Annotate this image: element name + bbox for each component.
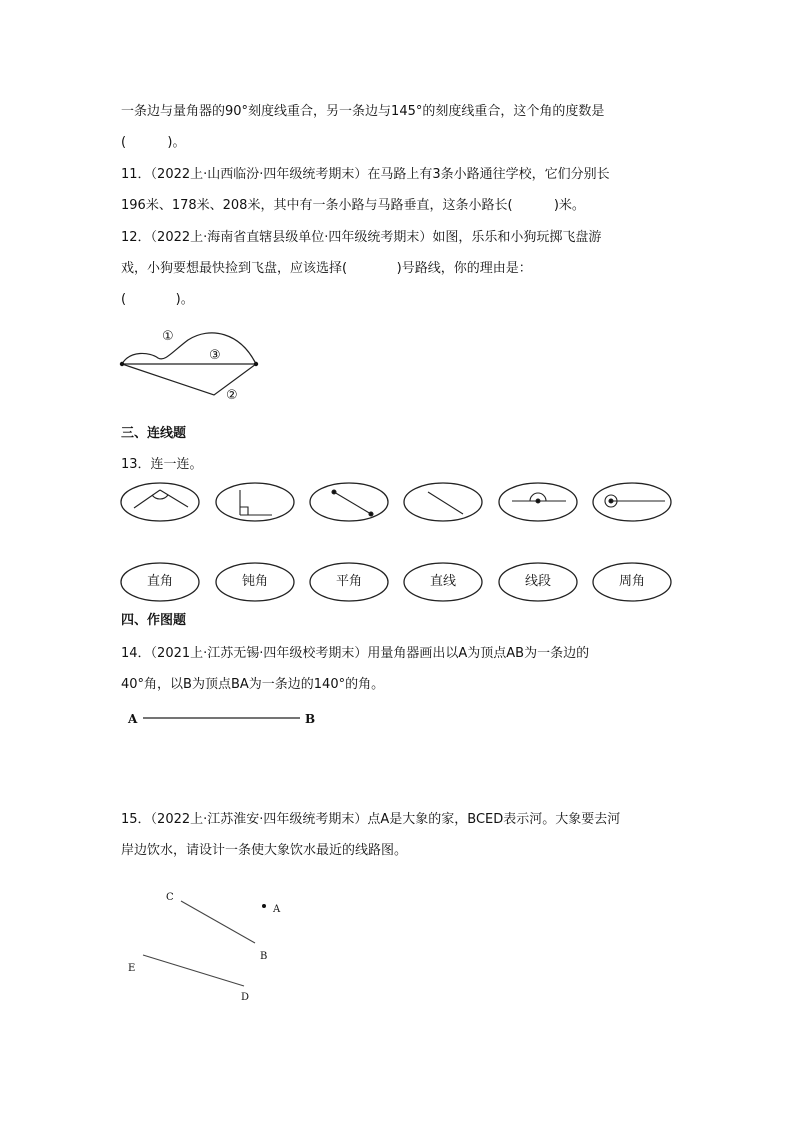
label-line-segment: 线段	[524, 574, 551, 589]
q11-text-line-1: 11．（2022上·山西临汾·四年级统考期末）在马路上有3条小路通往学校，它们分别长	[121, 167, 610, 182]
route-1-label: ①	[162, 329, 174, 344]
q12-text-line-2: 戏，小狗要想最快捡到飞盘，应该选择( )号路线，你的理由是：	[121, 261, 532, 276]
q15-text-line-1: 15．（2022上·江苏淮安·四年级统考期末）点A是大象的家，BCED表示河。大象要去河	[121, 812, 621, 827]
label-full-angle: 周角	[618, 574, 645, 589]
q10-text-line: 一条边与量角器的90°刻度线重合，另一条边与145°的刻度线重合，这个角的度数是	[121, 104, 605, 119]
q14-text-line-2: 40°角，以B为顶点BA为一条边的140°的角。	[121, 677, 385, 692]
q10-answer-blank: ( )。	[121, 135, 186, 150]
label-straight-line: 直线	[429, 574, 456, 589]
label-right-angle: 直角	[146, 574, 173, 589]
q12-answer-blank: ( )。	[121, 292, 194, 307]
point-b-label: B	[305, 712, 316, 726]
q13-text: 13．连一连。	[121, 457, 203, 472]
q12-text-line-1: 12．（2022上·海南省直辖县级单位·四年级统考期末）如图，乐乐和小狗玩掷飞盘游	[121, 230, 602, 245]
q15-text-line-2: 岸边饮水，请设计一条使大象饮水最近的线路图。	[121, 843, 408, 858]
q14-text-line-1: 14．（2021上·江苏无锡·四年级校考期末）用量角器画出以A为顶点AB为一条边的	[121, 646, 590, 661]
route-3-label: ③	[209, 348, 221, 363]
point-a-dot	[262, 904, 266, 908]
point-a-label: A	[128, 712, 138, 726]
section-3-title: 三、连线题	[121, 426, 187, 441]
label-e: E	[128, 963, 136, 974]
river-bank-cb	[181, 901, 255, 943]
q11-text-line-2: 196米、178米、208米，其中有一条小路与马路垂直，这条小路长( )米。	[121, 198, 585, 213]
label-d: D	[241, 992, 250, 1003]
label-c: C	[166, 892, 174, 903]
route-2-label: ②	[226, 388, 238, 403]
label-obtuse-angle: 钝角	[241, 574, 268, 589]
label-straight-angle: 平角	[335, 574, 362, 589]
label-a: A	[273, 904, 281, 915]
label-b: B	[260, 951, 268, 962]
river-bank-ed	[143, 955, 244, 986]
section-4-title: 四、作图题	[121, 613, 187, 628]
